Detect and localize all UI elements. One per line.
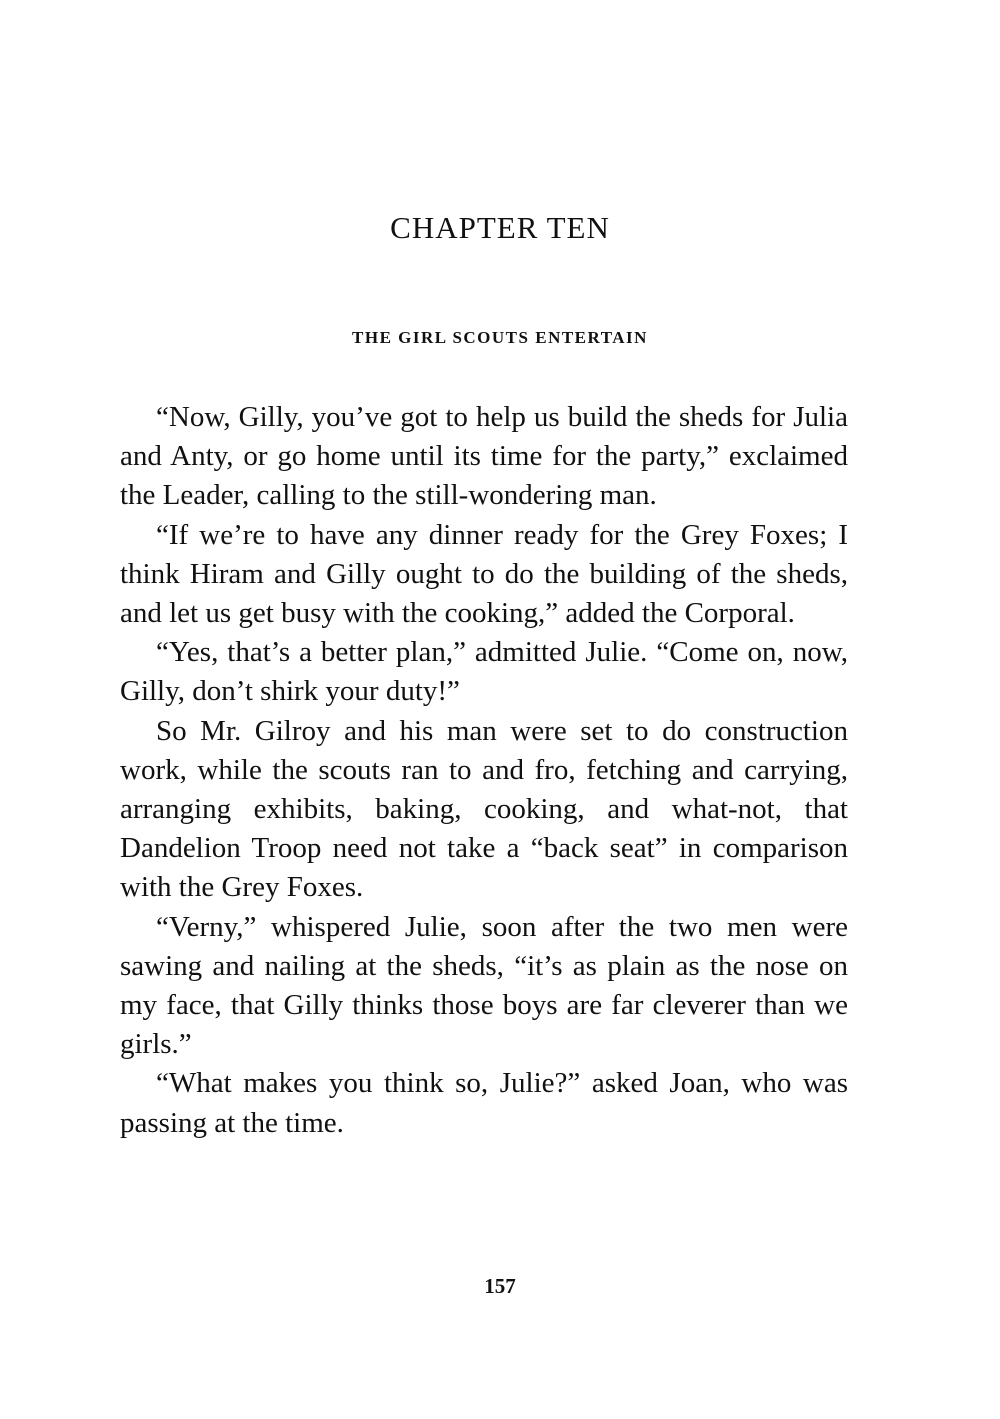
paragraph: “Verny,” whispered Julie, soon after the two men were sawing and nailing at the sheds, “it’s as plain as the nose on my face, that Gilly thinks those boys are far cleverer than we girls.”	[120, 910, 848, 1061]
chapter-subtitle: THE GIRL SCOUTS ENTERTAIN	[352, 328, 648, 347]
paragraph: “What makes you think so, Julie?” asked Joan, who was passing at the time.	[120, 1067, 848, 1139]
page-number: 157	[484, 1274, 516, 1298]
paragraph: So Mr. Gilroy and his man were set to do construction work, while the scouts ran to and fro, fetching and carrying, arranging exhibits, baking, cooking, and what-not, that Dandelion Troop need not take a “back seat” in comparison with the Grey Foxes.	[120, 714, 848, 904]
paragraph: “Now, Gilly, you’ve got to help us build the sheds for Julia and Anty, or go home until its time for the party,” exclaimed the Leader, calling to the still-wondering man.	[120, 401, 848, 512]
paragraph: “Yes, that’s a better plan,” admitted Julie. “Come on, now, Gilly, don’t shirk your duty!”	[120, 636, 848, 708]
body-text	[120, 398, 848, 1143]
paragraph: “If we’re to have any dinner ready for the Grey Foxes; I think Hiram and Gilly ought to do the building of the sheds, and let us get busy with the cooking,” added the Corporal.	[120, 518, 848, 630]
chapter-heading: CHAPTER TEN	[390, 210, 610, 245]
